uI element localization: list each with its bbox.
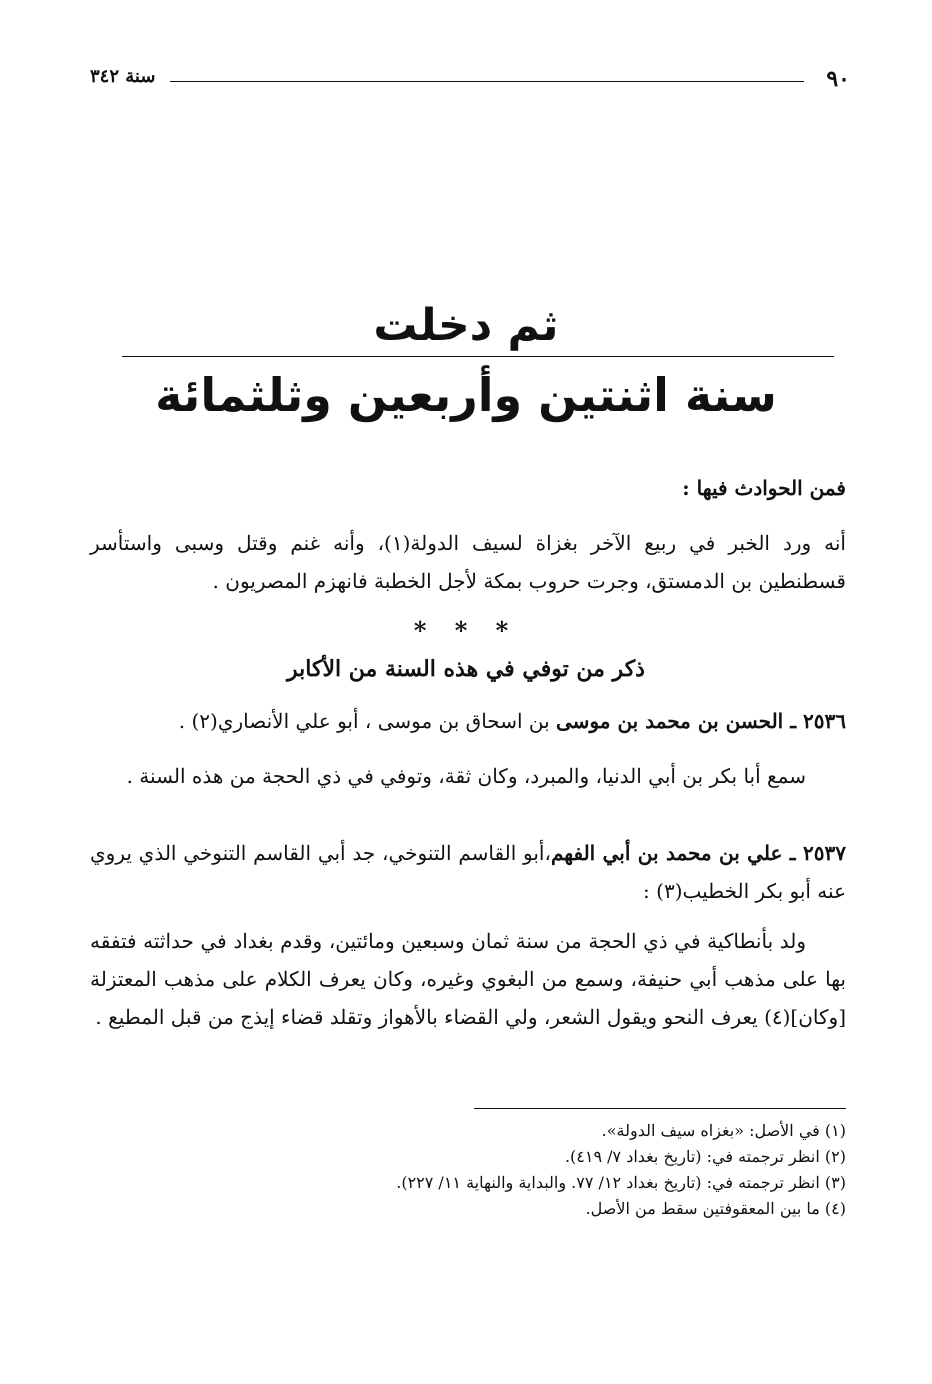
footnote: (١) في الأصل: «بغزاه سيف الدولة». — [601, 1121, 846, 1140]
entry-name: ٢٥٣٧ ـ علي بن محمد بن أبي الفهم — [550, 841, 846, 865]
entry-name-rest: ،أبو القاسم التنوخي، جد أبي القاسم التنوخي الذي يروي عنه أبو بكر الخطيب(٣) : — [90, 841, 846, 903]
entry-text: سمع أبا بكر بن أبي الدنيا، والمبرد، وكان ثقة، وتوفي في ذي الحجة من هذه السنة . — [126, 764, 806, 788]
running-title: سنة ٣٤٢ — [90, 66, 156, 87]
deaths-heading: ذكر من توفي في هذه السنة من الأكابر — [287, 656, 645, 682]
entry-name-rest: بن اسحاق بن موسى ، أبو علي الأنصاري(٢) . — [178, 709, 557, 733]
entry-text: ولد بأنطاكية في ذي الحجة من سنة ثمان وسبعين ومائتين، وقدم بغداد في حداثته فتفقه بها على مذهب أبي حنيفة، وسمع من البغوي وغيره، وكان يعرف الكلام على مذهب المعتزلة [وكان](٤) يعرف النحو ويقول الشعر، ولي القضاء بالأهواز وتقلد قضاء إيذج من قبل المطيع . — [90, 929, 846, 1029]
biography-entry-title — [90, 702, 846, 740]
title-divider — [122, 356, 834, 357]
events-heading: فمن الحوادث فيها : — [682, 476, 846, 500]
header-rule — [170, 81, 804, 82]
page-number: ٩٠ — [826, 66, 850, 92]
biography-entry-body — [90, 758, 846, 794]
running-header — [90, 66, 850, 94]
biography-entry-title — [90, 834, 846, 910]
footnote: (٤) ما بين المعقوفتين سقط من الأصل. — [585, 1199, 846, 1218]
footnotes — [90, 1118, 846, 1222]
footnote: (٢) انظر ترجمته في: (تاريخ بغداد ٧/ ٤١٩). — [564, 1147, 846, 1166]
chapter-title-line2: سنة اثنتين وأربعين وثلثمائة — [155, 368, 777, 422]
footnote: (٣) انظر ترجمته في: (تاريخ بغداد ١٢/ ٧٧. والبداية والنهاية ١١/ ٢٢٧). — [396, 1173, 846, 1192]
biography-entry-body — [90, 922, 846, 1036]
section-separator: * * * — [413, 616, 519, 645]
events-paragraph: أنه ورد الخبر في ربيع الآخر بغزاة لسيف الدولة(١)، وأنه غنم وقتل وسبى واستأسر قسطنطين بن الدمستق، وجرت حروب بمكة لأجل الخطبة فانهزم المصريون . — [90, 531, 846, 593]
entry-name: ٢٥٣٦ ـ الحسن بن محمد بن موسى — [556, 709, 846, 733]
chapter-title-line1: ثم دخلت — [373, 300, 559, 351]
footnote-divider — [474, 1108, 846, 1109]
